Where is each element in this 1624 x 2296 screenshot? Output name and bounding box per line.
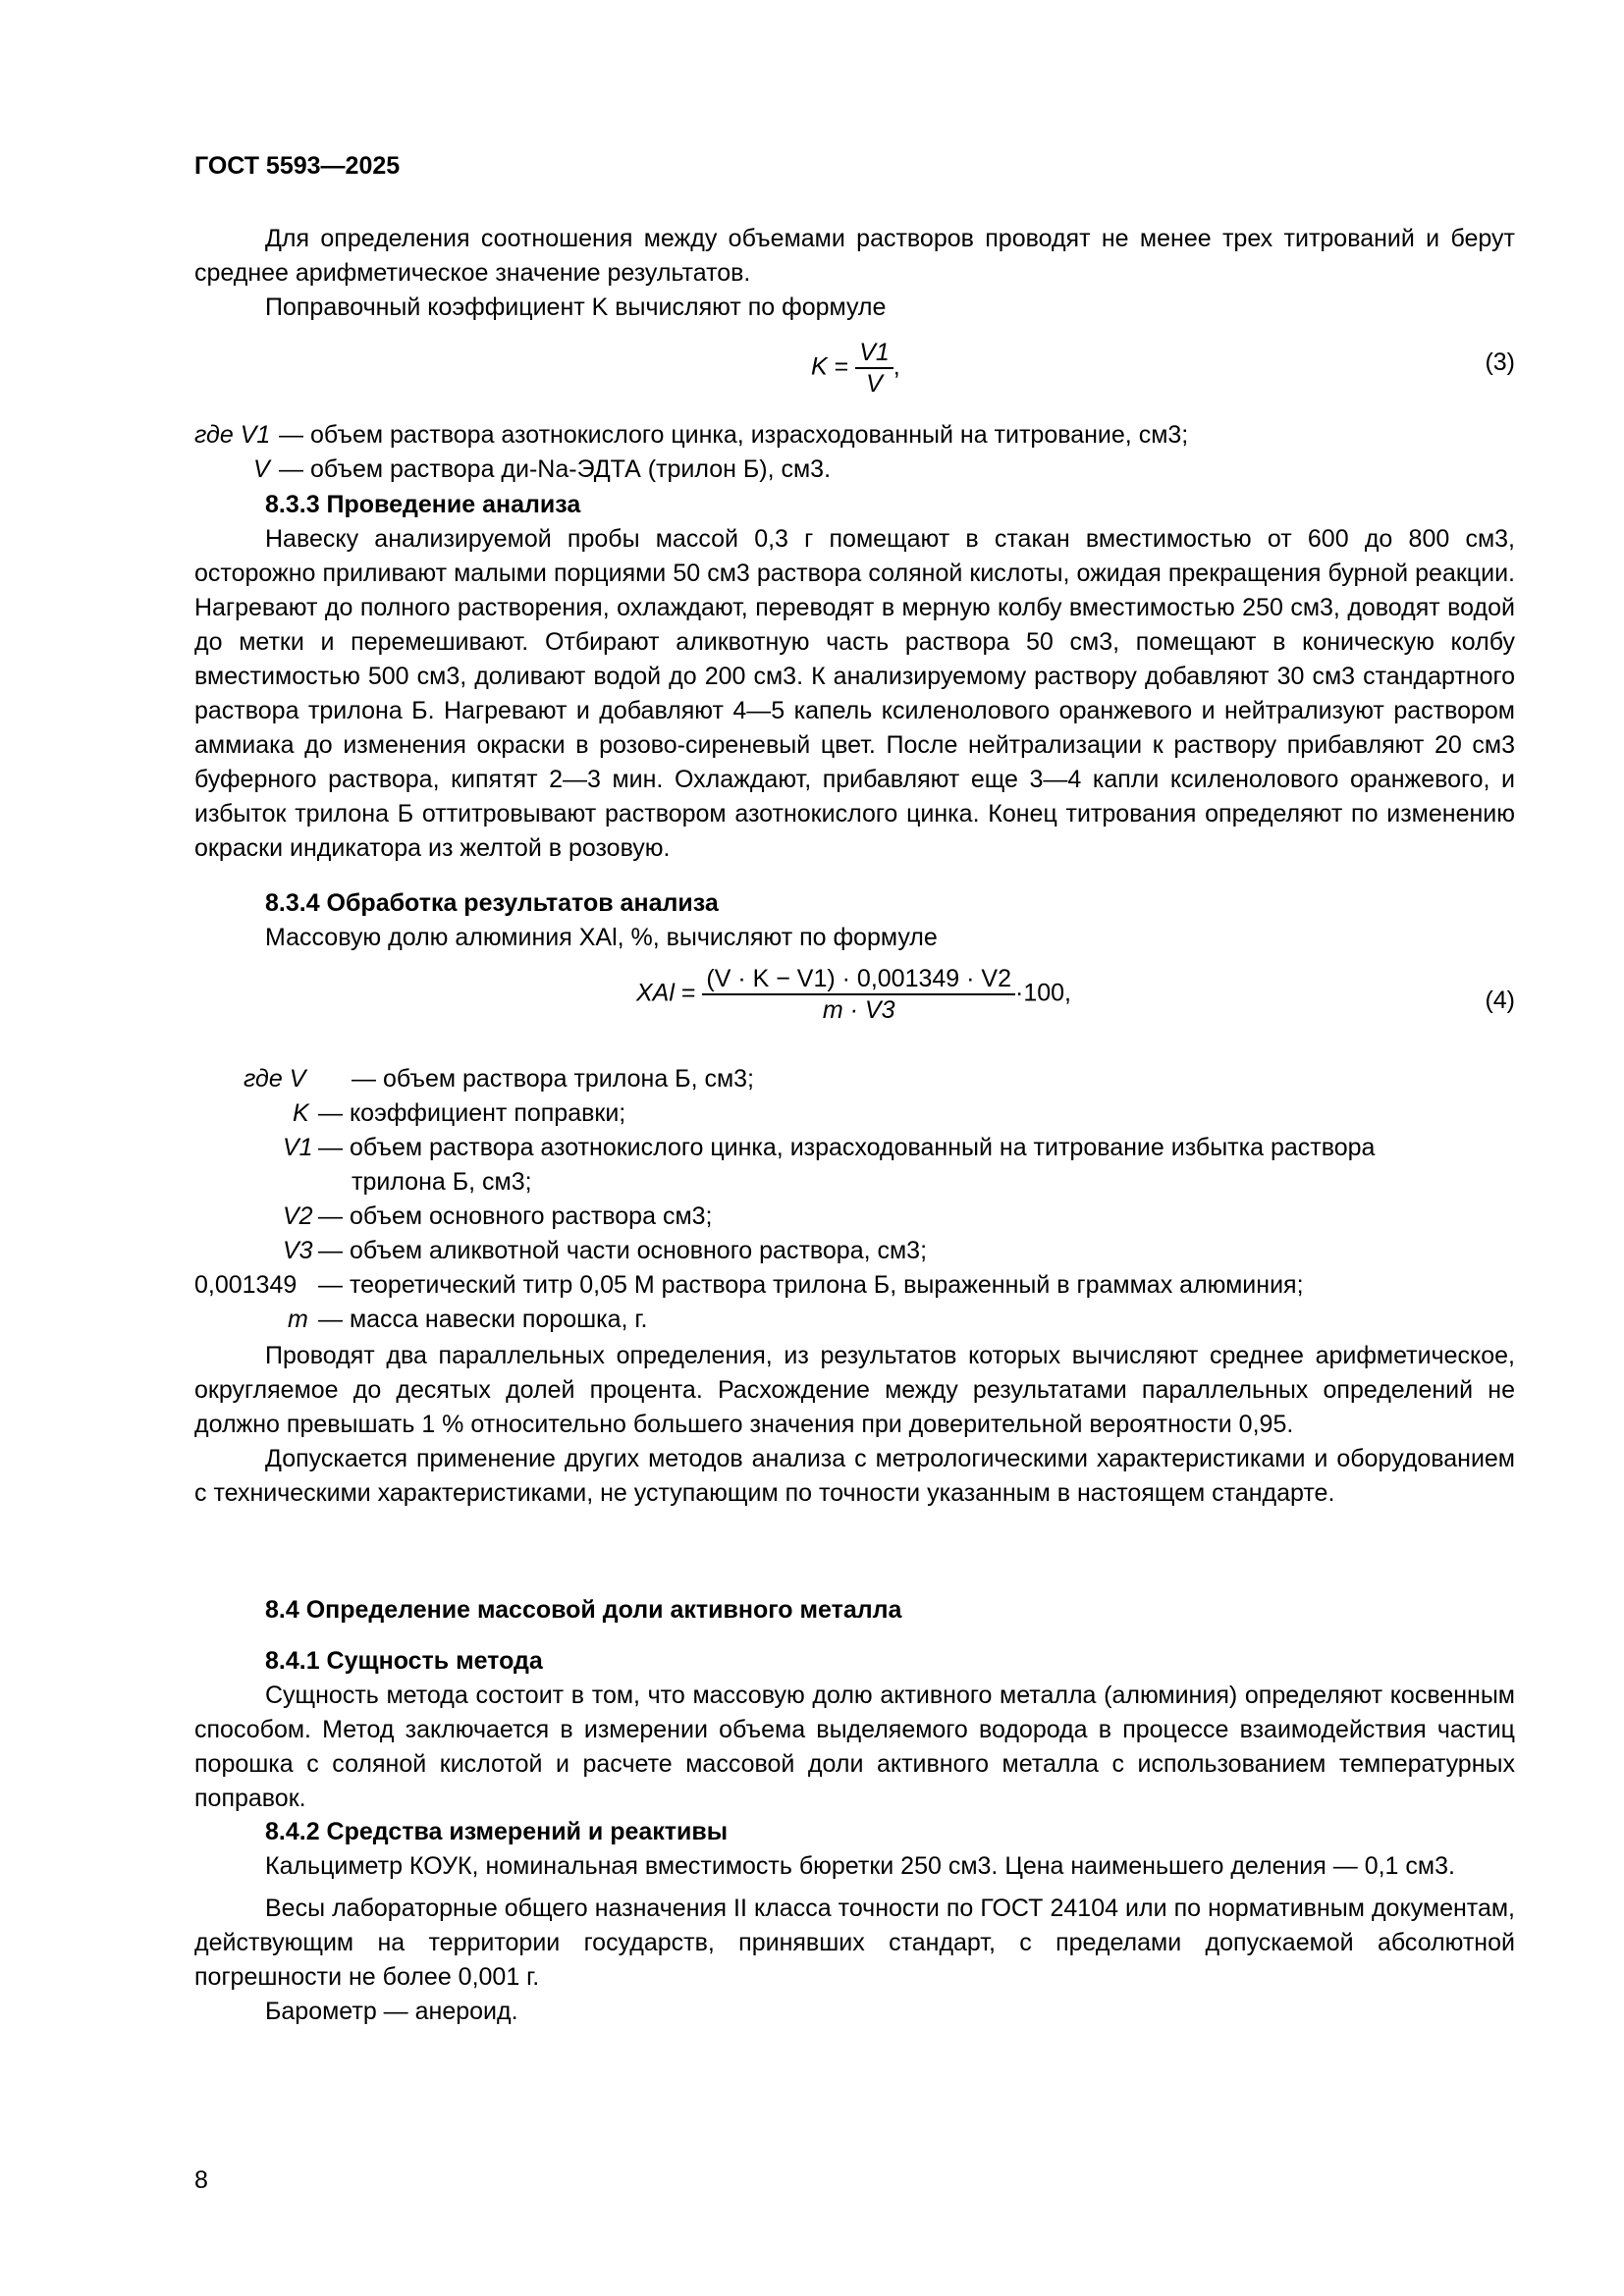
formula-4-fraction — [702, 964, 1015, 1025]
section-8-4 — [194, 1593, 1515, 1628]
legend-4-row — [194, 1234, 1515, 1268]
legend-4-text: — объем аликвотной части основного раствора, см3; — [318, 1237, 928, 1264]
section-8-4-1 — [194, 1644, 1515, 1816]
formula-3-eq: = — [834, 352, 849, 381]
equation-number-4: (4) — [1485, 987, 1515, 1014]
formula-4-lhs: XAl — [636, 979, 675, 1007]
legend-4-text: — объем раствора азотнокислого цинка, израсходованный на титрование избытка раствора — [318, 1134, 1376, 1161]
section-8-4-heading: 8.4 Определение массовой доли активного металла — [265, 1596, 902, 1624]
formula-3-tail: , — [893, 352, 900, 381]
legend-4-symbol: V1 — [283, 1134, 313, 1161]
legend-4-symbol: где V — [244, 1065, 306, 1093]
formula-3-numerator: V1 — [855, 338, 893, 369]
formula-4-numerator: (V · K − V1) · 0,001349 · V2 — [702, 964, 1015, 995]
formula-4-tail: ·100, — [1015, 979, 1071, 1007]
equation-number-3: (3) — [1485, 348, 1515, 376]
section-8-3-3-text: Навеску анализируемой пробы массой 0,3 г помещают в стакан вместимостью от 600 до 800 см3, осторожно приливают малыми порциями 50 см3 раствора соляной кислоты, ожидая прекращения бурной реакции. Нагревают до полного растворения, охлаждают, переводят в мерную колбу вместимостью 250 см3, доводят водой до метки и перемешивают. Отбирают аликвотную часть раствора 50 см3, помещают в коническую колбу вместимостью 500 см3, доливают водой до 200 см3. К анализируемому раствору добавляют 30 см3 стандартного раствора трилона Б. Нагревают и добавляют 4—5 капель ксиленолового оранжевого и нейтрализуют раствором аммиака до изменения окраски в розово-сиреневый цвет. После нейтрализации к раствору прибавляют 20 см3 буферного раствора, кипятят 2—3 мин. Охлаждают, прибавляют еще 3—4 капли ксиленолового оранжевого, и избыток трилона Б оттитровывают раствором азотнокислого цинка. Конец титрования определяют по изменению окраски индикатора из желтой в розовую. — [194, 525, 1515, 862]
section-8-4-2-heading: 8.4.2 Средства измерений и реактивы — [265, 1818, 729, 1845]
calcimeter-paragraph: Кальциметр КОУК, номинальная вместимость бюретки 250 см3. Цена наименьшего деления — 0,1 см3. — [265, 1852, 1455, 1880]
legend-4-text: — теоретический титр 0,05 М раствора трилона Б, выраженный в граммах алюминия; — [318, 1271, 1304, 1299]
formula-4-expression — [636, 964, 1071, 1025]
intro-paragraph: Для определения соотношения между объемами растворов проводят не менее трех титрований и берут среднее арифметическое значение результатов. — [194, 225, 1515, 287]
formula-4 — [194, 964, 1515, 1039]
other-methods-paragraph: Допускается применение других методов анализа с метрологическими характеристиками и оборудованием с техническими характеристиками, не уступающим по точности указанным в настоящем стандарте. — [194, 1445, 1515, 1507]
section-8-4-1-text: Сущность метода состоит в том, что массовую долю активного металла (алюминия) определяют косвенным способом. Метод заключается в измерении объема выделяемого водорода в процессе взаимодействия частиц порошка с соляной кислотой и расчете массовой доли активного металла с использованием температурных поправок. — [194, 1682, 1515, 1812]
section-8-3-4-intro: Массовую долю алюминия XAl, %, вычисляют по формуле — [265, 924, 938, 951]
legend-4-row — [194, 1200, 1515, 1234]
formula-3 — [194, 334, 1515, 402]
legend-4-text: — объем основного раствора см3; — [318, 1202, 713, 1230]
formula-4-denominator: m · V3 — [822, 996, 895, 1024]
legend-4-text: — объем раствора трилона Б, см3; — [352, 1065, 754, 1093]
formula-intro: Поправочный коэффициент K вычисляют по формуле — [265, 294, 887, 321]
formula-3-expression — [811, 338, 900, 399]
section-8-3-4-heading: 8.3.4 Обработка результатов анализа — [265, 889, 719, 917]
legend-3-text: — объем раствора ди-Na-ЭДТА (трилон Б), см3. — [279, 455, 832, 483]
legend-3-row — [194, 418, 1515, 453]
page-number: 8 — [194, 2166, 208, 2194]
legend-3 — [194, 418, 1515, 487]
legend-4-row — [194, 1131, 1515, 1165]
legend-4-text: — коэффициент поправки; — [318, 1099, 626, 1127]
legend-3-text: — объем раствора азотнокислого цинка, израсходованный на титрование, см3; — [279, 421, 1189, 449]
legend-4-row — [194, 1268, 1515, 1303]
legend-4-symbol: K — [293, 1099, 309, 1127]
section-8-3-3 — [194, 488, 1515, 866]
document-id: ГОСТ 5593—2025 — [194, 152, 401, 180]
legend-3-row — [194, 453, 1515, 487]
parallel-determinations-paragraph: Проводят два параллельных определения, из результатов которых вычисляют среднее арифметическое, округляемое до десятых долей процента. Расхождение между результатами параллельных определений не должно превышать 1 % относительно большего значения при доверительной вероятности 0,95. — [194, 1342, 1515, 1438]
barometer-paragraph: Барометр — анероид. — [265, 1998, 518, 2025]
legend-3-symbol: V — [253, 455, 270, 483]
legend-4-symbol: V2 — [283, 1202, 313, 1230]
legend-4-text: — масса навески порошка, г. — [318, 1306, 648, 1333]
section-8-3-3-heading: 8.3.3 Проведение анализа — [265, 491, 581, 518]
legend-4-symbol: m — [288, 1306, 308, 1333]
section-8-3-4 — [194, 886, 1515, 955]
legend-4-text: трилона Б, см3; — [352, 1168, 532, 1196]
scales-paragraph: Весы лабораторные общего назначения II класса точности по ГОСТ 24104 или по нормативным документам, действующим на территории государств, принявших стандарт, с пределами допускаемой абсолютной погрешности не более 0,001 г. — [194, 1895, 1515, 1991]
section-8-4-2 — [194, 1815, 1515, 2029]
legend-4-symbol: 0,001349 — [194, 1271, 298, 1299]
legend-4-row — [194, 1165, 1515, 1200]
formula-4-eq: = — [680, 979, 696, 1007]
legend-4 — [194, 1062, 1515, 1337]
legend-4-row — [194, 1062, 1515, 1096]
legend-4-symbol: V3 — [283, 1237, 313, 1264]
formula-3-lhs: K — [811, 352, 828, 381]
section-8-4-1-heading: 8.4.1 Сущность метода — [265, 1647, 543, 1675]
legend-4-row — [194, 1096, 1515, 1131]
formula-3-fraction — [855, 338, 893, 399]
after-formula-4 — [194, 1339, 1515, 1511]
formula-3-denominator: V — [866, 370, 883, 398]
legend-3-symbol: где V1 — [194, 421, 271, 449]
legend-4-row — [194, 1303, 1515, 1337]
intro-block — [194, 222, 1515, 325]
